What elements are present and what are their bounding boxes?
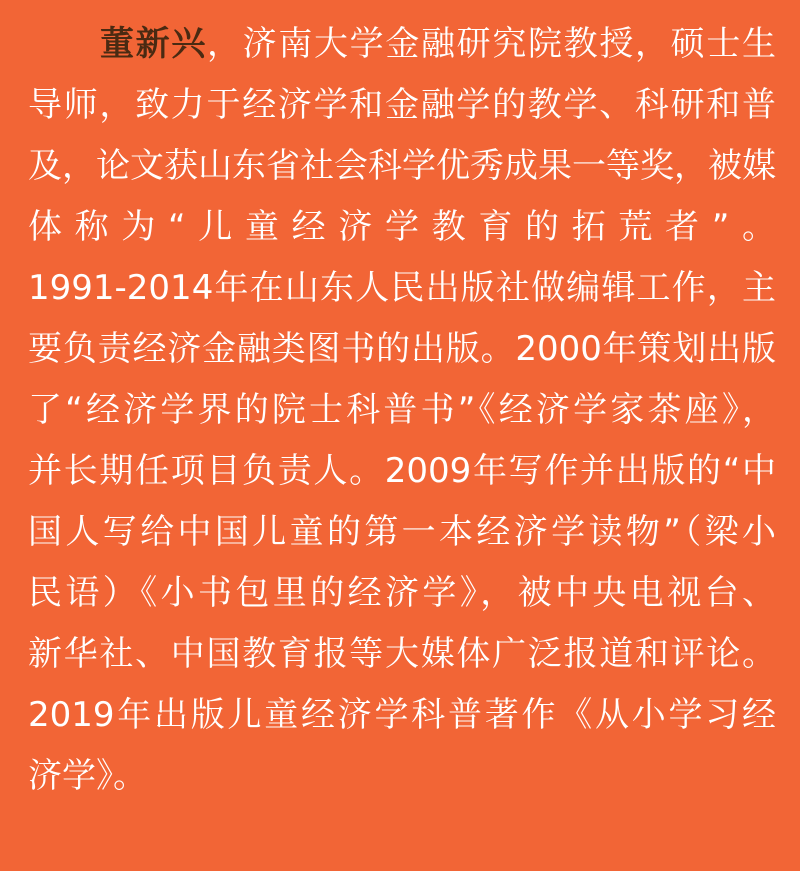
bio-line: 体称为“儿童经济学教育的拓荒者”。 — [28, 207, 776, 247]
bio-line — [28, 14, 776, 75]
bio-line: 并长期任项目负责人。2009年写作并出版的“中 — [28, 451, 776, 491]
bio-line: 济学》。 — [28, 756, 147, 796]
bio-line: 国人写给中国儿童的第一本经济学读物”（梁小 — [28, 512, 776, 552]
bio-line-text: ，济南大学金融研究院教授，硕士生 — [207, 24, 776, 64]
bio-line: 了“经济学界的院士科普书”《经济学家茶座》， — [28, 390, 776, 430]
bio-line: 2019年出版儿童经济学科普著作《从小学习经 — [28, 695, 776, 735]
bio-line: 1991-2014年在山东人民出版社做编辑工作，主 — [28, 268, 776, 308]
bio-line: 要负责经济金融类图书的出版。2000年策划出版 — [28, 329, 776, 369]
bio-line: 导师，致力于经济学和金融学的教学、科研和普 — [28, 85, 776, 125]
bio-line: 新华社、中国教育报等大媒体广泛报道和评论。 — [28, 634, 776, 674]
bio-line: 民语）《小书包里的经济学》，被中央电视台、 — [28, 573, 776, 613]
author-bio — [28, 14, 776, 807]
bio-line: 及，论文获山东省社会科学优秀成果一等奖，被媒 — [28, 146, 776, 186]
author-name: 董新兴 — [100, 24, 207, 64]
